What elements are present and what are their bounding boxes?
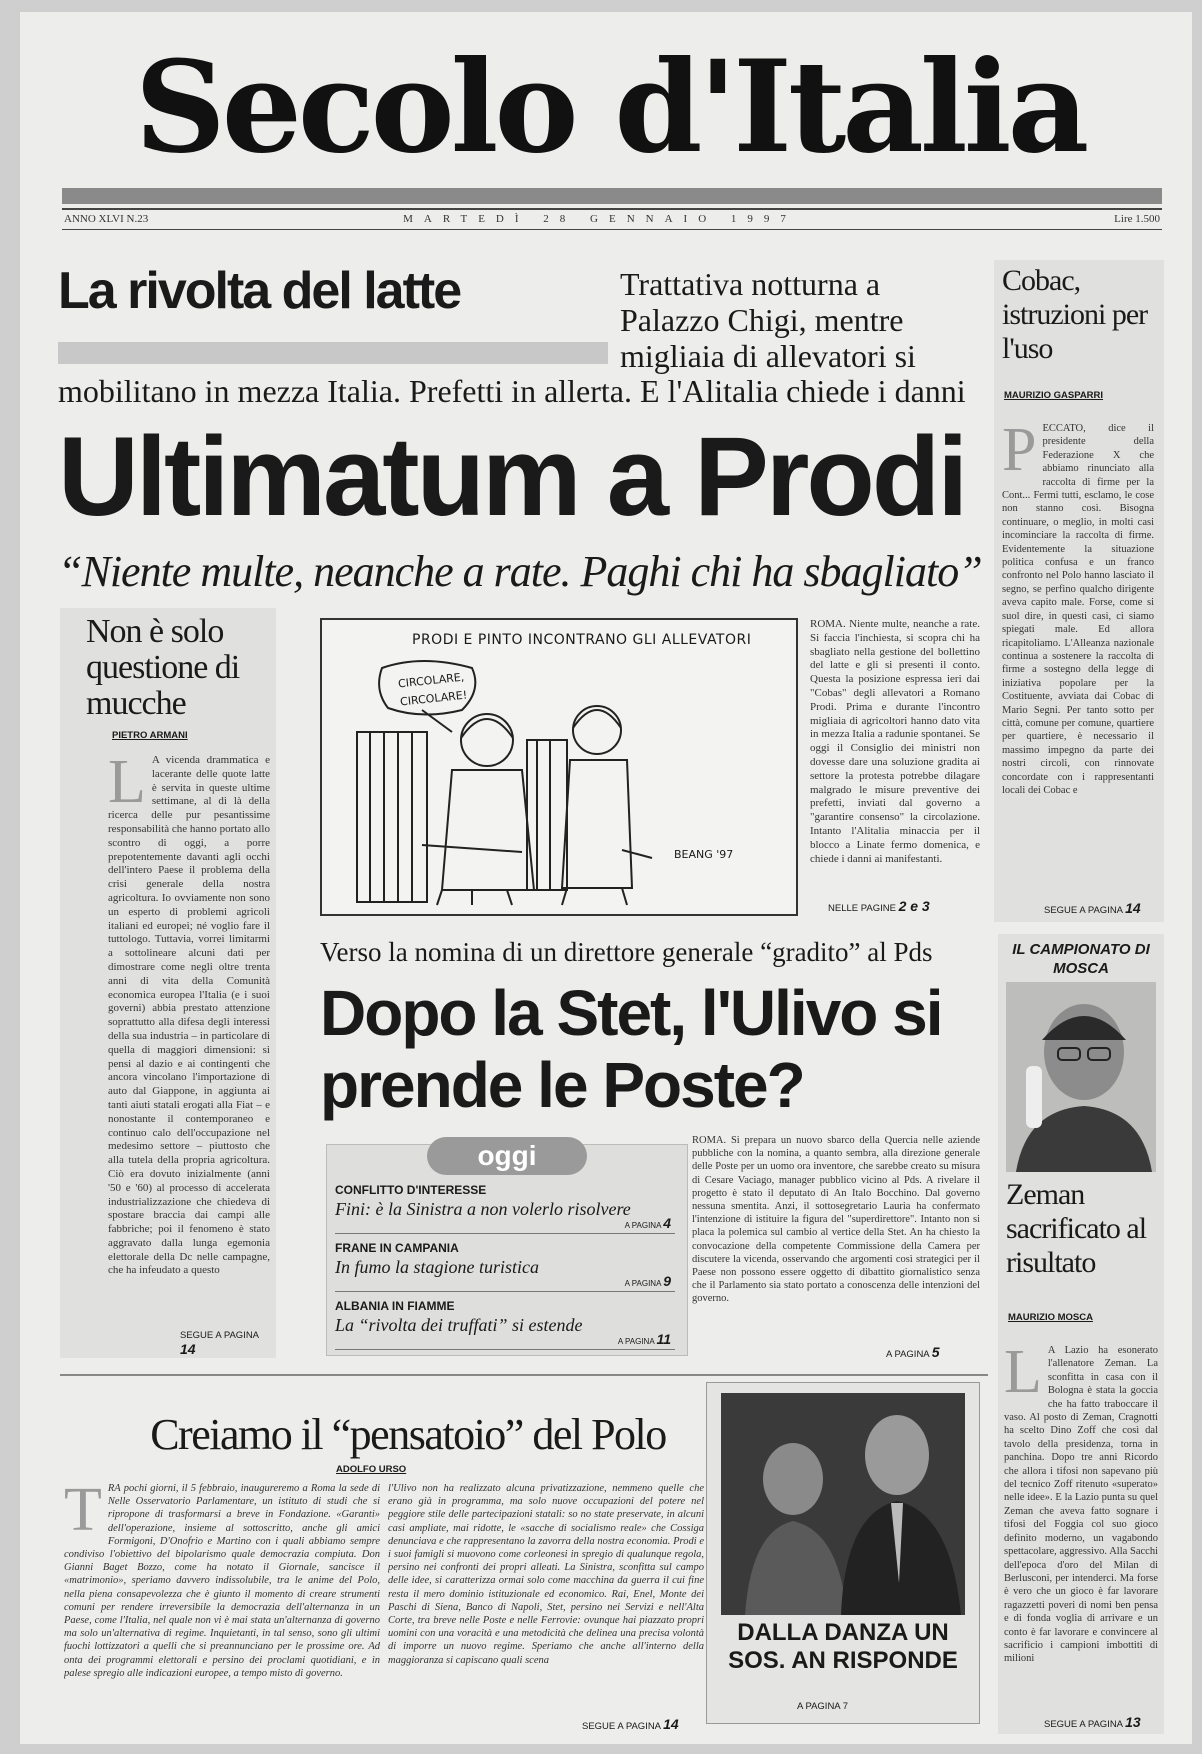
oggi-item-summary: In fumo la stagione turistica bbox=[335, 1257, 539, 1277]
oggi-item-page: A PAGINA 4 bbox=[624, 1215, 671, 1231]
campionato-label: IL CAMPIONATO DI MOSCA bbox=[1012, 941, 1150, 977]
oggi-item[interactable] bbox=[335, 1183, 675, 1234]
right-column-author: MAURIZIO GASPARRI bbox=[1004, 390, 1104, 401]
pensatoio-continue: SEGUE A PAGINA 14 bbox=[582, 1716, 679, 1732]
oggi-item-summary: La “rivolta dei truffati” si estende bbox=[335, 1315, 583, 1335]
campionato-title: Zeman sacrificato al risultato bbox=[1006, 1178, 1147, 1279]
issue-number: ANNO XLVI N.23 bbox=[64, 213, 149, 225]
lead-kicker-full: mobilitano in mezza Italia. Prefetti in allerta. E l'Alitalia chiede i danni bbox=[58, 373, 966, 409]
oggi-item-head: CONFLITTO D'INTERESSE bbox=[335, 1183, 487, 1197]
campionato-photo bbox=[1006, 982, 1156, 1172]
pensatoio-body-col1 bbox=[64, 1482, 380, 1708]
right-column bbox=[994, 260, 1164, 922]
cartoon-bubble-line-1: CIRCOLARE, bbox=[397, 670, 465, 691]
campionato-text: A Lazio ha esonerato l'allenatore Zeman. La sconfitta in casa con il Bologna è stata la goccia che ha fatto traboccare il vaso. Al posto di Zeman, Cragnotti ha scelto Dino Zoff che così dal tavolo della presidenza, torna in panchina. Dopo tre anni Ricordo che allora i tifosi non sapevano più del tecnico Zoff ritenuto «superato» nelle idee». E la Lazio punta su quel Zeman che aveva fatto sognare i tifosi del Foggia col suo gioco definito moderno, un vagabondo spettacolare, aggressivo. Alla Sacchi dell'epoca d'oro del Milan di Berlusconi, per intenderci. Ma forse è vero che un gioco è far lavorare ragazzetti poveri di nomi ben pensa e di fonda voglia di arrivare e un conto è far lavorare e convincere al sacrificio i campioni imbottiti di milioni bbox=[1004, 1345, 1158, 1665]
dropcap: L bbox=[1004, 1344, 1042, 1406]
lead-headline: Ultimatum a Prodi bbox=[58, 414, 966, 539]
kicker-grey-bar bbox=[58, 342, 608, 364]
poste-headline: Dopo la Stet, l'Ulivo si prende le Poste? bbox=[320, 977, 942, 1121]
campionato-column bbox=[998, 934, 1164, 1734]
poste-kicker: Verso la nomina di un direttore generale “gradito” al Pds bbox=[320, 937, 933, 967]
masthead: Secolo d'Italia bbox=[134, 33, 1086, 181]
oggi-label: oggi bbox=[427, 1137, 587, 1175]
cartoon-caption: PRODI E PINTO INCONTRANO GLI ALLEVATORI bbox=[412, 632, 752, 648]
lead-kicker-bold: La rivolta del latte bbox=[58, 262, 461, 320]
pensatoio-text-col1: RA pochi giorni, il 5 febbraio, inaugureremo a Roma la sede di Nelle Osservatorio Parlamentare, un istituto di studi che si ripropone di trasformarsi a breve in Fondazione. «Garanti» dell'operazione, insieme al sottoscritto, anche gli amici Formigoni, D'Onofrio e Martino con i quali abbiamo sempre condiviso l'obiettivo del bipolarismo quale democrazia compiuta. Don Gianni Baget Bozzo, come ha notato il Giornale, sancisce il «matrimonio», speriamo davvero indissolubile, tra le anime del Polo, nella piena consapevolezza che è giunto il momento di creare strumenti comuni per rendere irreversibile la democrazia dell'alternanza in un Paese, come l'Italia, nel quale non vi è mai stata un'alternanza di governo ma solo un'alternativa di regime. Inquietanti, in tal senso, sono gli ultimi fuochi lottizzatori a quelli che si preannunciano per le prossime ore. Ad onta dei programmi elettorali e persino dei proclami quotidiani, e in palese spregio alle indicazioni europee, a tempo misto di governo. bbox=[64, 1483, 380, 1679]
dropcap: P bbox=[1002, 422, 1037, 484]
oggi-item-page: A PAGINA 9 bbox=[624, 1273, 671, 1289]
left-column bbox=[60, 608, 276, 1358]
poste-page: A PAGINA 5 bbox=[886, 1344, 940, 1360]
dateline-rule-top bbox=[62, 208, 1162, 210]
dropcap: T bbox=[64, 1482, 102, 1544]
left-column-author: PIETRO ARMANI bbox=[112, 730, 188, 741]
cartoon-drawing bbox=[322, 620, 796, 914]
right-column-continue: SEGUE A PAGINA 14 bbox=[1044, 900, 1141, 916]
oggi-item-summary: Fini: è la Sinistra a non volerlo risolvere bbox=[335, 1199, 631, 1219]
oggi-box bbox=[326, 1140, 688, 1356]
oggi-item-head: FRANE IN CAMPANIA bbox=[335, 1241, 459, 1255]
poste-body: ROMA. Si prepara un nuovo sbarco della Quercia nelle aziende pubbliche con la nomina, a quanto sembra, alla direzione generale delle Poste per un uomo ora inventore, che sarebbe creato su misura di Cesare Vaciago, manager pubblico vicino al Pds. A rivelare il progetto è stato il deputato di An Italo Bocchino. Dal governo nessuna smentita. Anzi, il sottosegretario Lauria ha confermato l'intenzione di istituire la figura del "superdirettore". Intanto non si placa la polemica sul cambio al vertice della Stet. An ha chiesto la convocazione della competente Commissione della Camera per discutere la vicenda, osservando che argomenti così strategici per il Paese non possono essere oggetto di dibattito giornalistico senza che il Parlamento sia stato portato a conoscenza delle intenzioni del governo. bbox=[692, 1135, 980, 1305]
left-column-title: Non è solo questione di mucche bbox=[86, 613, 240, 722]
pensatoio-author: ADOLFO URSO bbox=[336, 1464, 407, 1475]
campionato-body bbox=[1004, 1344, 1158, 1708]
lead-pages: NELLE PAGINE 2 e 3 bbox=[828, 898, 930, 914]
left-column-continue: SEGUE A PAGINA 14 bbox=[180, 1330, 259, 1357]
cartoon-signature: BEANG '97 bbox=[674, 848, 734, 861]
portrait-figure bbox=[1006, 982, 1156, 1172]
danza-photo-figures bbox=[721, 1393, 965, 1615]
oggi-item-page: A PAGINA 11 bbox=[617, 1331, 671, 1347]
pensatoio-body-col2: l'Ulivo non ha realizzato alcuna privatizzazione, nemmeno quelle che erano già in programma, ma solo nuove occupazioni del potere nel peggiore stile delle partecipazioni statali: so no state preservate, in alcuni casi ampliate, mai ridotte, le «sacche di socialismo reale» che Cossiga denunciava e che rappresentano la zavorra della nostra economia. Prodi e i suoi famigli si muovono come corleonesi in spregio di qualunque regola, persino nei confronti dei propri alleati. La Sinistra, sconfitta sul campo delle idee, si caratterizza ormai solo come macchina da guerra il cui fine resta il mero dominio istituzionale ed economico. Rai, Enel, Monte dei Paschi di Siena, Banco di Napoli, Stet, persino nei Servizi e nell'Alta Corte, tra breve nelle Poste e nelle Ferrovie: ovunque hai piazzato propri uomini con una voracità e una metodicità che delinea una precisa volontà di imporre un nuovo regime. Speriamo che anche all'interno della maggioranza si capiscano quali scena bbox=[388, 1483, 704, 1666]
danza-box bbox=[706, 1382, 980, 1724]
right-column-body bbox=[1002, 422, 1154, 886]
right-column-title: Cobac, istruzioni per l'uso bbox=[1002, 264, 1148, 365]
cartoon-bubble-line-2: CIRCOLARE! bbox=[399, 688, 468, 709]
left-column-text: A vicenda drammatica e lacerante delle quote latte è servita in queste ultime settimane, al di là della ricerca delle pur pesantissime responsabilità che hanno portato allo scontro di oggi, a porre prepotentemente davanti agli occhi dell'intero Paese il problema della crisi generale della nostra agricoltura. Io ovviamente non sono un esperto di problemi agricoli italiani ed europei; né voglio fare il tuttologo. Tuttavia, vorrei limitarmi a sottolineare alcuni dati per dimostrare come negli oltre trenta anni di vita della Comunità economica europea l'Italia (e i suoi governi) abbia prestato attenzione soprattutto alla difesa degli interessi della sua industria – in particolare di quella di maggiori dimensioni: si pensi al dazio e ai contingenti che ancora vincolano l'importazione di auto dal Giappone, in aggiunta ai tanti aiuti statali erogati alla Fiat – e nonostante il contemporaneo e continuo calo dell'occupazione nel medesimo settore – piuttosto che alla tutela della propria agricoltura. Ciò era dovuto inizialmente (anni '50 e '60) al processo di accelerata industrializzazione che chiedeva di spostare braccia dai campi alle fabbriche; poi il fenomeno è stato aggravato dalla lunga egemonia elettorale della Dc nelle campagne, che ha infeudato a questo bbox=[108, 754, 270, 1277]
lead-quote: “Niente multe, neanche a rate. Paghi chi ha sbagliato” bbox=[58, 547, 982, 596]
right-column-text: ECCATO, dice il presidente della Federazione X che abbiamo rinunciato alla raccolta di firme per la Cont... Fermi tutti, esclamo, le cose non stanno così. Bisogna continuare, o meglio, in molti casi incominciare la raccolta di firme. Evidentemente la situazione politica confusa e un franco confronto nel Polo hanno lasciato il segno, se perfino qualcho dirigente aveva capito male. Forse, come si suol dire, in questi casi, ci siamo spiegati male. Ed allora ricapitoliamo. L'Alleanza nazionale continua a sostenere la raccolta di firme a sostegno della legge di iniziativa popolare per la Costituente, avviata dai Cobac di Mario Segni. Per tanto sotto per città, comune per comune, quartiere per quartiere, è necessario il massimo impegno da parte dei nostri circoli, con rinnovate concordate con i rappresentanti locali dei Cobac e bbox=[1002, 423, 1154, 796]
oggi-item[interactable] bbox=[335, 1241, 675, 1292]
masthead-rule bbox=[62, 188, 1162, 204]
issue-date: MARTEDÌ 28 GENNAIO 1997 bbox=[403, 213, 797, 225]
dateline-rule-bottom bbox=[62, 229, 1162, 230]
campionato-continue: SEGUE A PAGINA 13 bbox=[1044, 1714, 1141, 1730]
left-column-body bbox=[108, 754, 270, 1308]
cartoon bbox=[320, 618, 798, 916]
oggi-item[interactable] bbox=[335, 1299, 675, 1350]
issue-price: Lire 1.500 bbox=[1114, 213, 1160, 225]
pensatoio-title: Creiamo il “pensatoio” del Polo bbox=[150, 1410, 666, 1459]
danza-headline: DALLA DANZA UN SOS. AN RISPONDE bbox=[728, 1619, 958, 1674]
lead-body: ROMA. Niente multe, neanche a rate. Si faccia l'inchiesta, si scopra chi ha sbagliato nella gestione del bollettino del latte e gli si presenti il conto. Questa la posizione espressa ieri dai "Cobas" degli allevatori a Romano Prodi. Prima e durante l'incontro migliaia di agricoltori hanno dato vita in mezza Italia a radunie spontanei. Se oggi il Consiglio dei ministri non dovesse dare una soluzione gradita ai settore la protesta potrebbe dilagare malgrado le misure preventive dei prefetti, inviati dal governo a "garantire consenso" la circolazione. Intanto l'Alitalia minaccia per il blocco a Linate fermo domenica, e chiede i danni ai manifestanti. bbox=[810, 618, 980, 865]
oggi-item-head: ALBANIA IN FIAMME bbox=[335, 1299, 455, 1313]
dropcap: L bbox=[108, 754, 146, 816]
danza-page: A PAGINA 7 bbox=[797, 1701, 849, 1712]
danza-photo bbox=[721, 1393, 965, 1615]
newspaper-page bbox=[20, 12, 1192, 1744]
section-divider bbox=[60, 1374, 988, 1376]
lead-kicker-right: Trattativa notturna a Palazzo Chigi, mentre migliaia di allevatori si bbox=[620, 266, 916, 374]
campionato-author: MAURIZIO MOSCA bbox=[1008, 1312, 1093, 1323]
